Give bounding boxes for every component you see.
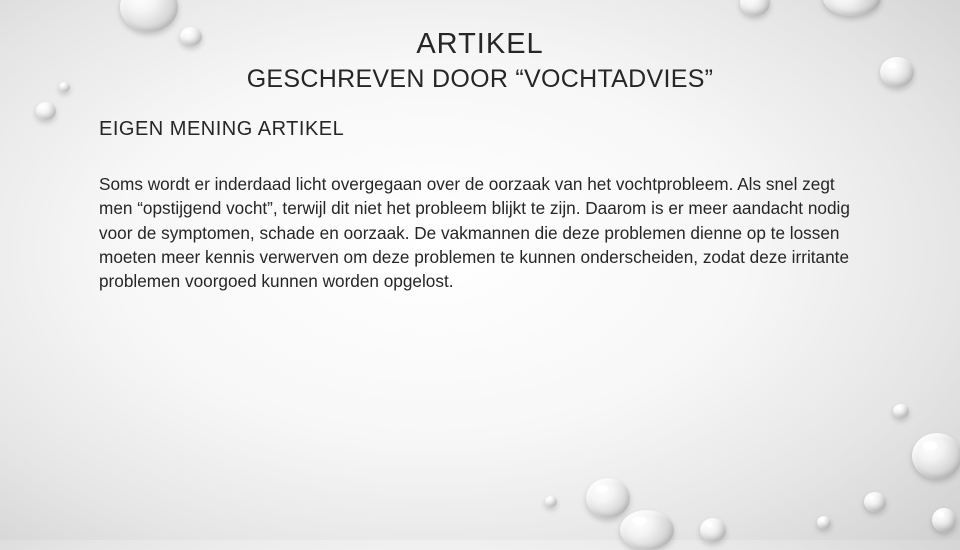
slide-subtitle: GESCHREVEN DOOR “VOCHTADVIES”	[246, 65, 714, 93]
section-heading: EIGEN MENING ARTIKEL	[99, 118, 345, 140]
water-droplet-decoration	[817, 516, 831, 529]
water-droplet-decoration	[912, 433, 960, 479]
water-droplet-decoration	[586, 478, 630, 518]
water-droplet-decoration	[823, 0, 881, 16]
water-droplet-decoration	[932, 508, 956, 532]
slide-title-text: ARTIKEL	[416, 28, 544, 60]
water-droplet-decoration	[545, 496, 557, 507]
body-paragraph: Soms wordt er inderdaad licht overgegaan over de oorzaak van het vochtprobleem. Als snel zegt men “opstijgend vocht”, terwijl dit niet het probleem blijkt te zijn. Daarom is er meer aandacht nodig voor de symptomen, schade en oorzaak. De vakmannen die deze problemen dienne op te lossen moeten meer kennis verwerven om deze problemen te kunnen onderscheiden, zodat deze irritante problemen voorgoed kunnen worden opgelost.	[99, 174, 850, 292]
water-droplet-decoration	[864, 492, 886, 512]
slide-title	[0, 28, 960, 61]
water-droplet-decoration	[740, 0, 770, 16]
water-droplet-decoration	[36, 102, 56, 120]
water-droplet-decoration	[893, 404, 909, 418]
water-droplet-decoration	[700, 518, 726, 542]
water-droplet-decoration	[620, 510, 674, 550]
